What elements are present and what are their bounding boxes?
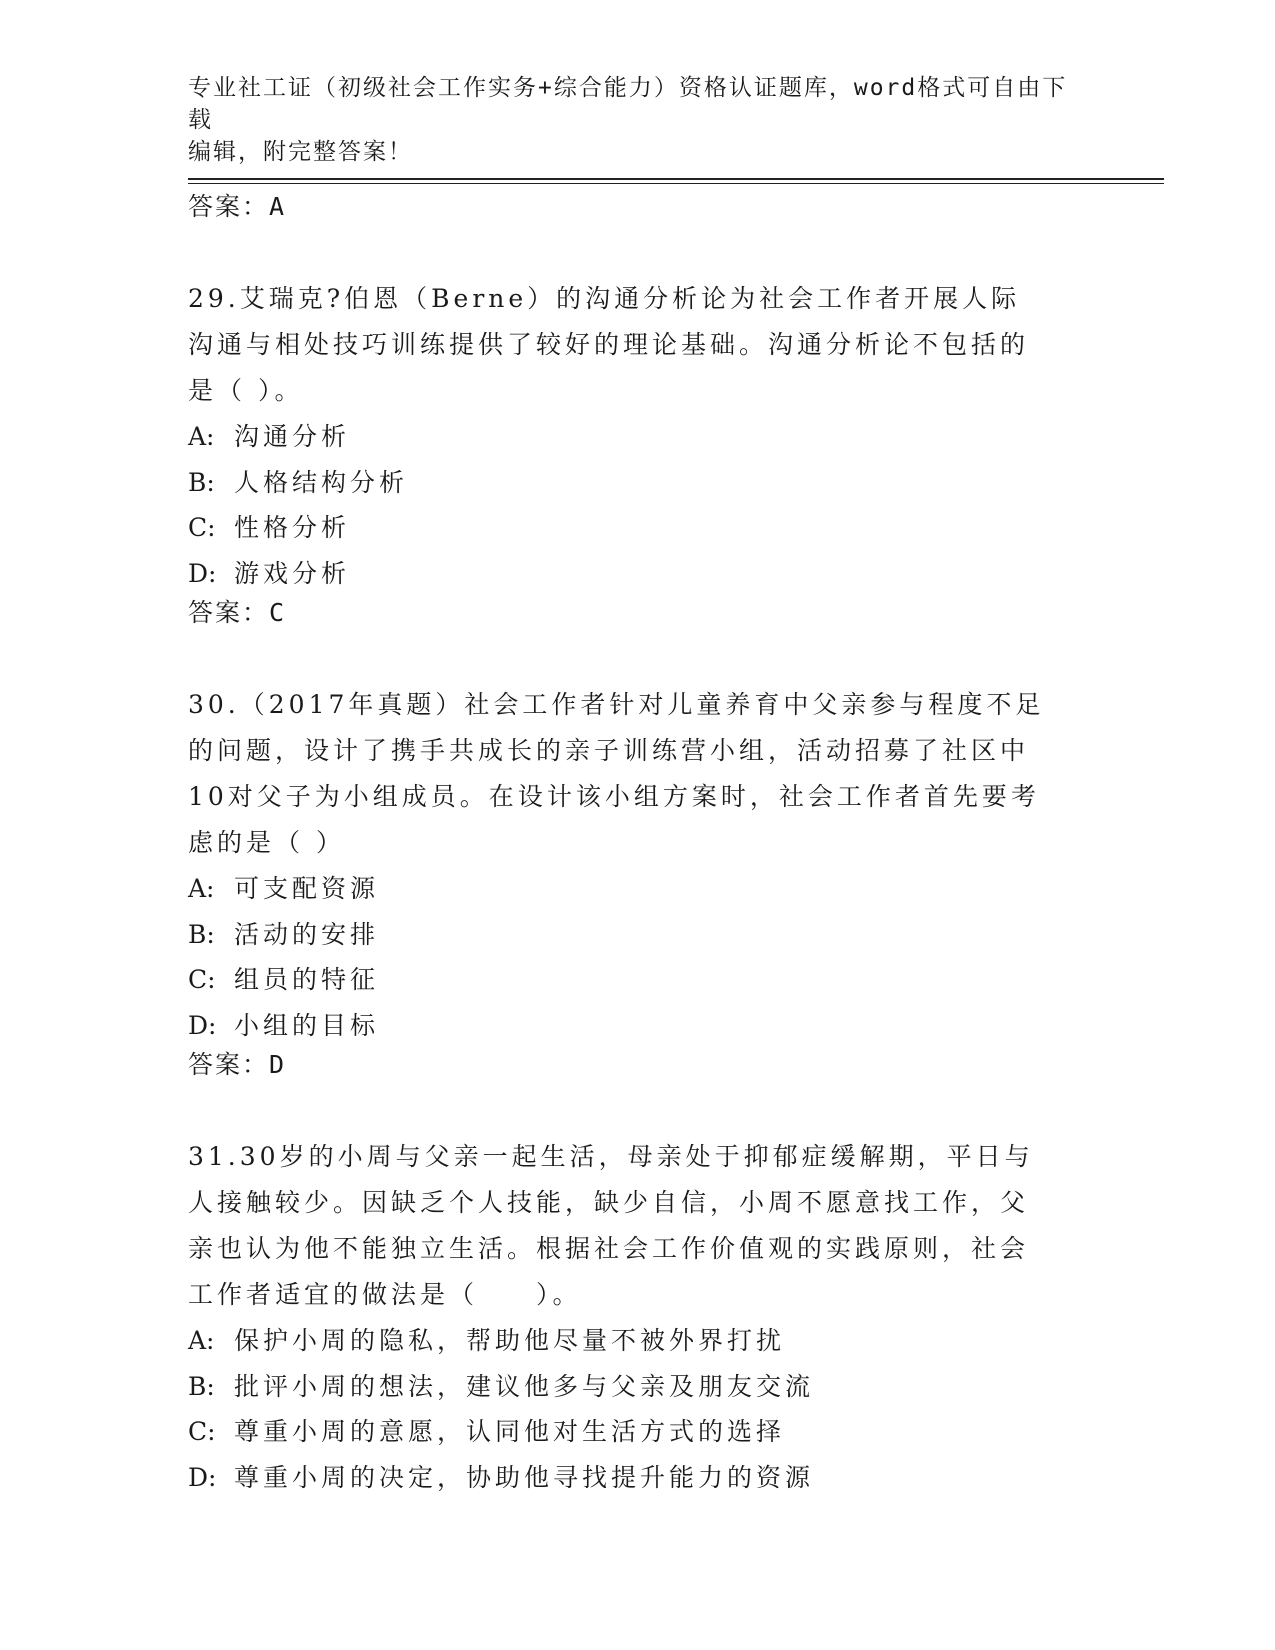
header-line-1: 专业社工证（初级社会工作实务+综合能力）资格认证题库，word格式可自由下载 xyxy=(188,75,1068,133)
option-item xyxy=(188,1455,1088,1501)
option-letter: A: xyxy=(188,874,215,903)
option-letter: B: xyxy=(188,919,215,949)
option-text: 批评小周的想法，建议他多与父亲及朋友交流 xyxy=(234,1371,815,1401)
option-text: 小组的目标 xyxy=(234,1010,380,1040)
option-text: 人格结构分析 xyxy=(234,467,409,497)
option-text: 活动的安排 xyxy=(234,919,380,949)
answer-line: 答案：D xyxy=(188,1050,287,1079)
option-item xyxy=(188,1409,1088,1455)
option-letter: C: xyxy=(188,513,216,542)
option-text: 组员的特征 xyxy=(234,965,380,994)
option-letter: C: xyxy=(188,965,216,994)
option-text: 尊重小周的决定，协助他寻找提升能力的资源 xyxy=(234,1462,815,1492)
question-text: 29.艾瑞克?伯恩（Berne）的沟通分析论为社会工作者开展人际沟通与相处技巧训练提供了较好的理论基础。沟通分析论不包括的是（ ）。 xyxy=(188,284,1030,405)
option-text: 性格分析 xyxy=(234,513,351,542)
option-text: 保护小周的隐私，帮助他尽量不被外界打扰 xyxy=(234,1326,786,1355)
document-header xyxy=(188,72,1088,168)
option-item xyxy=(188,1318,1088,1364)
question-block xyxy=(188,276,1088,630)
option-letter: C: xyxy=(188,1417,216,1446)
question-block xyxy=(188,682,1088,1082)
answer-line: 答案：A xyxy=(188,192,287,221)
option-item xyxy=(188,912,1088,958)
option-text: 沟通分析 xyxy=(234,422,351,451)
option-letter: D: xyxy=(188,558,217,588)
question-text: 30.（2017年真题）社会工作者针对儿童养育中父亲参与程度不足的问题，设计了携手共成长的亲子训练营小组，活动招募了社区中10对父子为小组成员。在设计该小组方案时，社会工作者首先要考虑的是（ ） xyxy=(188,690,1045,857)
answer-line: 答案：C xyxy=(188,598,287,627)
option-item xyxy=(188,505,1088,551)
option-item xyxy=(188,1003,1088,1049)
option-letter: A: xyxy=(188,422,215,451)
option-letter: B: xyxy=(188,1371,215,1401)
document-body xyxy=(188,190,1088,1500)
header-divider-thin xyxy=(188,183,1164,184)
option-item xyxy=(188,957,1088,1003)
option-text: 可支配资源 xyxy=(234,874,380,903)
option-letter: D: xyxy=(188,1462,217,1492)
option-item xyxy=(188,866,1088,912)
option-item xyxy=(188,414,1088,460)
option-letter: D: xyxy=(188,1010,217,1040)
header-divider-thick xyxy=(188,178,1164,180)
question-text: 31.30岁的小周与父亲一起生活，母亲处于抑郁症缓解期，平日与人接触较少。因缺乏个人技能，缺少自信，小周不愿意找工作，父亲也认为他不能独立生活。根据社会工作价值观的实践原则，社会工作者适宜的做法是（ ）。 xyxy=(188,1142,1034,1309)
option-letter: A: xyxy=(188,1326,215,1355)
question-block xyxy=(188,1134,1088,1500)
option-item xyxy=(188,551,1088,597)
option-letter: B: xyxy=(188,467,215,497)
option-text: 游戏分析 xyxy=(234,558,351,588)
header-line-2: 编辑，附完整答案！ xyxy=(188,139,413,165)
option-item xyxy=(188,1364,1088,1410)
option-text: 尊重小周的意愿，认同他对生活方式的选择 xyxy=(234,1417,786,1446)
option-item xyxy=(188,460,1088,506)
